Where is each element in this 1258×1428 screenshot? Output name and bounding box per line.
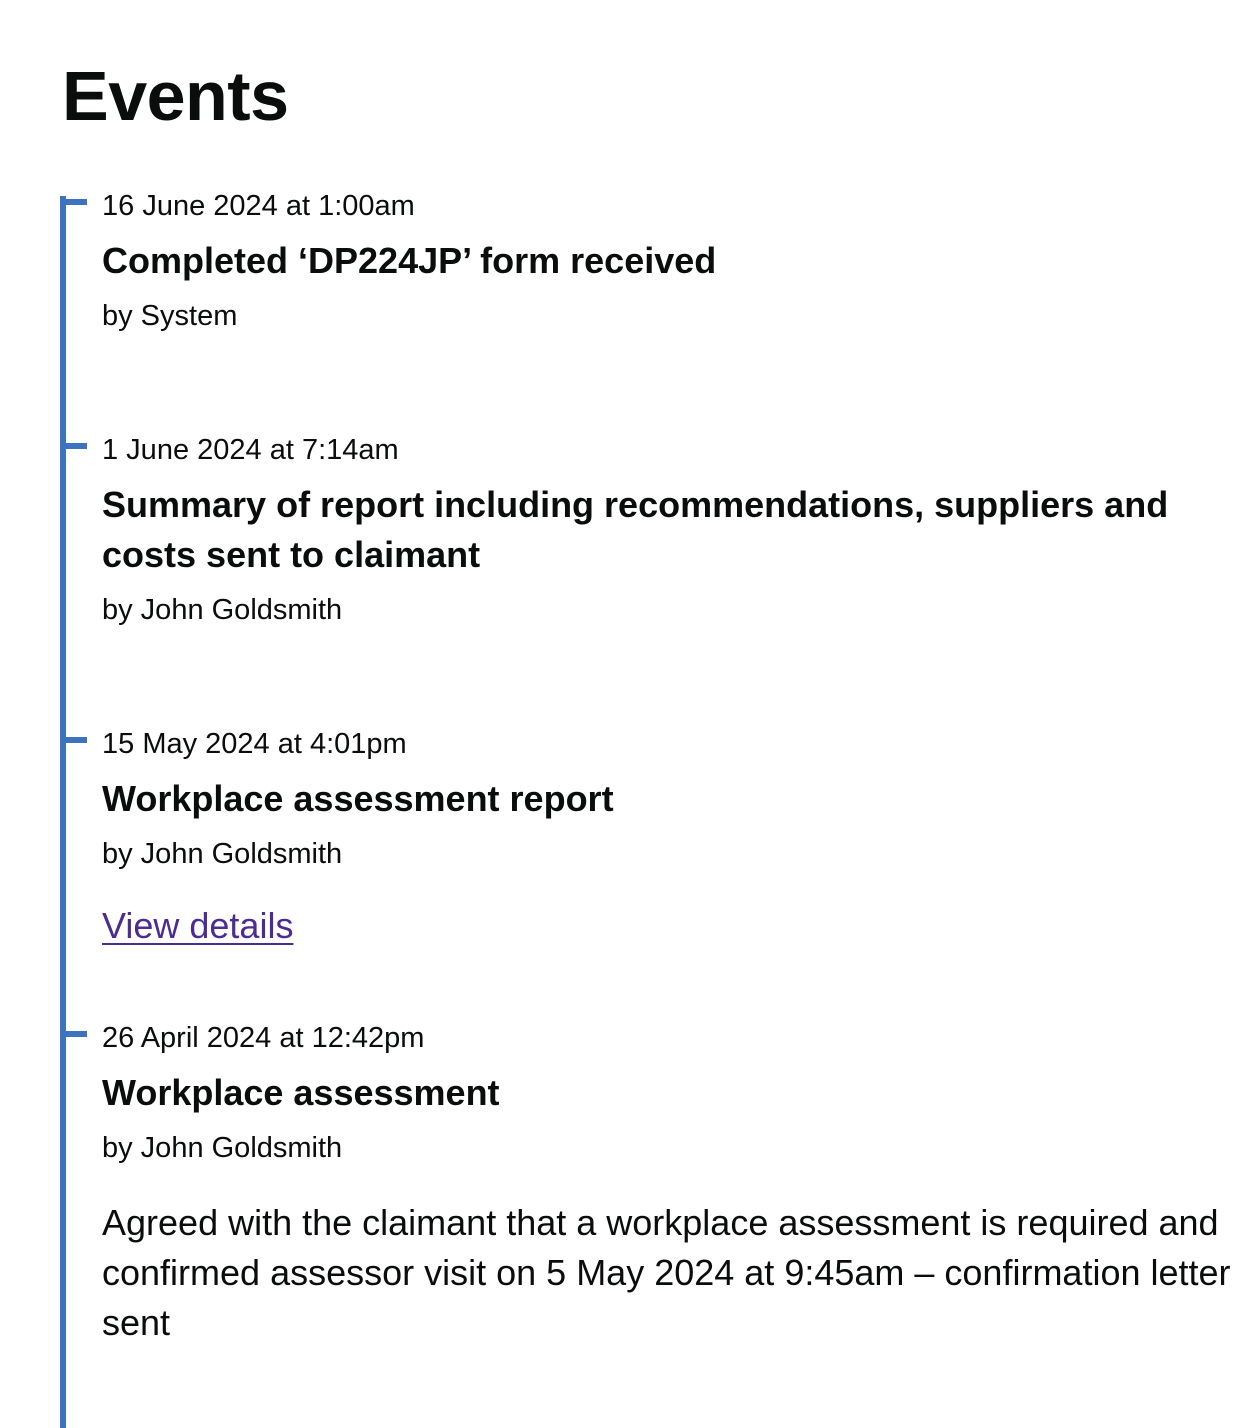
timeline-tick — [60, 1031, 87, 1037]
event-author: by John Goldsmith — [102, 594, 343, 626]
event-author: by John Goldsmith — [102, 838, 343, 870]
event-author: by System — [102, 300, 238, 332]
event-description: Agreed with the claimant that a workplace assessment is required and confirmed assessor visit on 5 May 2024 at 9:45am – confirmation letter sent — [102, 1202, 1231, 1343]
event-date: 1 June 2024 at 7:14am — [102, 434, 399, 466]
page-title: Events — [62, 57, 289, 135]
event-author: by John Goldsmith — [102, 1132, 343, 1164]
event-date: 16 June 2024 at 1:00am — [102, 190, 415, 222]
timeline-tick — [60, 443, 87, 449]
view-details-link[interactable]: View details — [102, 905, 294, 946]
event-title: Workplace assessment report — [102, 778, 614, 819]
event-title: Workplace assessment — [102, 1072, 500, 1113]
event-title: Completed ‘DP224JP’ form received — [102, 240, 717, 281]
event-date: 26 April 2024 at 12:42pm — [102, 1022, 425, 1054]
timeline-tick — [60, 199, 87, 205]
timeline-tick — [60, 737, 87, 743]
timeline-line — [60, 196, 66, 1428]
event-date: 15 May 2024 at 4:01pm — [102, 728, 407, 760]
events-timeline — [60, 190, 1250, 1428]
event-title: Summary of report including recommendations, suppliers and costs sent to claimant — [102, 484, 1169, 575]
